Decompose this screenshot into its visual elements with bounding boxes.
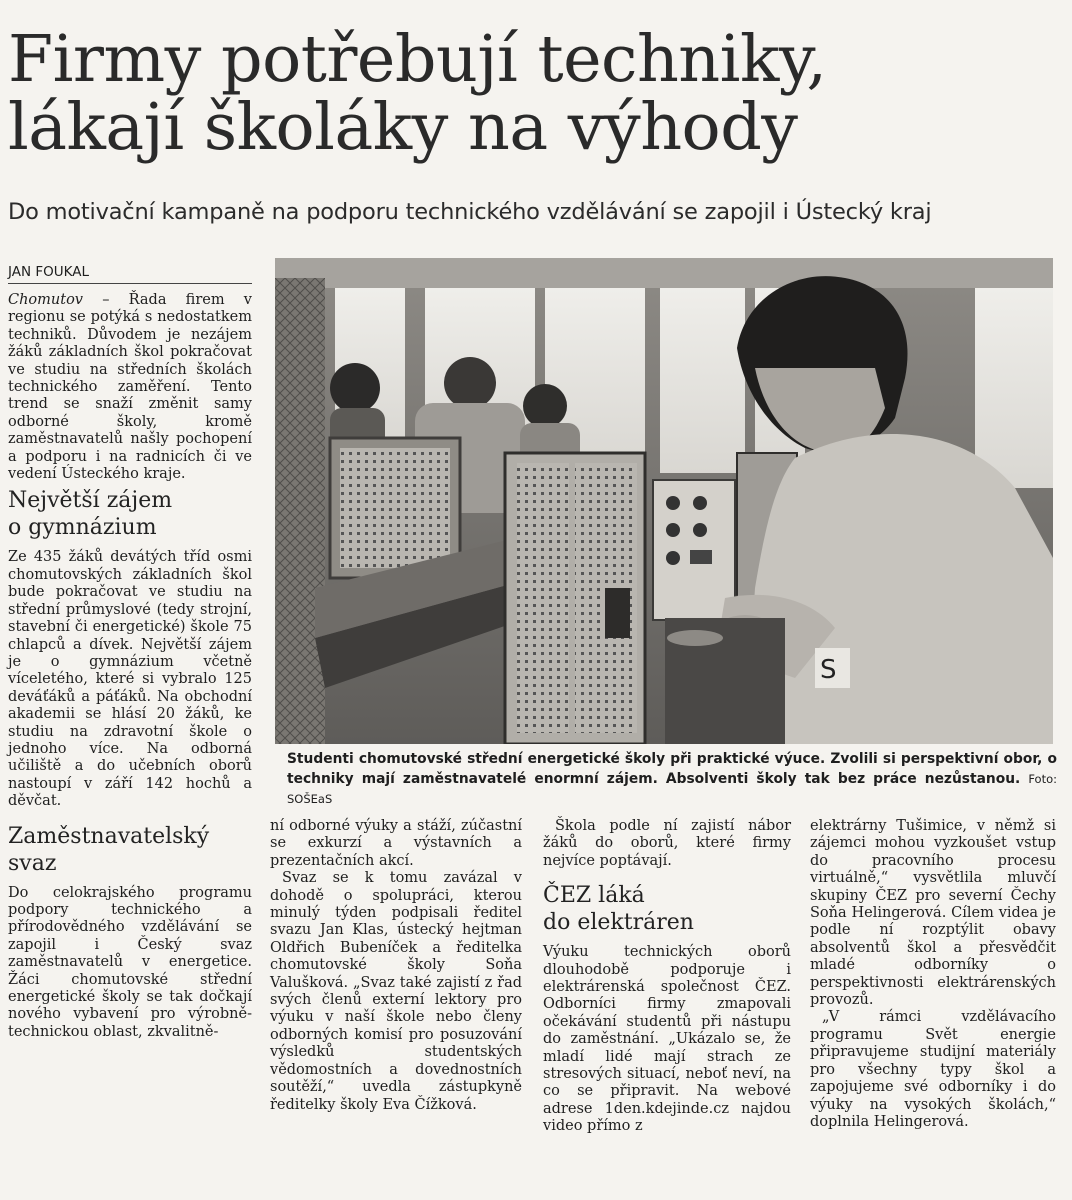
caption-text: Studenti chomutovské střední energetické školy při praktické výuce. Zvolili si perspektivní obor, o techniky mají zaměstnavatelé enormní zájem. Absolventi školy tak bez práce nezůstanou. — [287, 751, 1057, 787]
dateline-place: Chomutov — [8, 292, 83, 308]
photo-caption — [287, 749, 1057, 809]
article-column-2 — [270, 818, 522, 1114]
section-1-paragraph: Ze 435 žáků devátých tříd osmi chomutovských základních škol bude pokračovat ve studiu na střední průmyslové (tedy strojní, stavební či energetické) škole 75 chlapců a dívek. Největší zájem je o gymnázium včetně víceletého, které si vybralo 125 deváťáků a páťáků. Na obchodní akademii se hlásí 20 žáků, ke studiu na zdravotní škole o jednoho více. Na odborná učiliště a do učebních oborů nastoupí v září 142 hochů a děvčat. — [8, 549, 252, 810]
section-2-paragraph-3: Škola podle ní zajistí nábor žáků do oborů, které firmy nejvíce poptávají. — [543, 818, 791, 869]
photo-credit: Foto: SOŠEaS — [287, 772, 1057, 806]
byline: JAN FOUKAL — [8, 263, 252, 284]
lead-text: – Řada firem v regionu se potýká s nedostatkem techniků. Důvodem je nezájem žáků základních škol pokračovat ve studiu na středních školách technického zaměření. Tento trend se snaží změnit samy odborné školy, kromě zaměstnavatelů našly pochopení a podporu i na radnicích či ve vedení Ústeckého kraje. — [8, 292, 252, 483]
section-3-paragraph-2: „V rámci vzdělávacího programu Svět energie připravujeme studijní materiály pro všechny typy škol a zapojujeme své odborníky i do výuky na vysokých školách,“ doplnila Helingerová. — [810, 1009, 1056, 1130]
headline — [8, 22, 1058, 165]
section-heading-1-line-1: Největší zájem — [8, 488, 173, 514]
section-heading-3 — [543, 882, 791, 936]
shirt-lettering: S — [820, 655, 837, 685]
article-column-3 — [543, 818, 791, 1136]
section-2-paragraph-2: Svaz se k tomu zavázal v dohodě o spolupráci, kterou minulý týden podpisali ředitel svazu Jan Klas, ústecký hejtman Oldřich Bubeníček a ředitelka chomutovské školy Soňa Valušková. „Svaz také zajistí z řad svých členů externí lektory pro výuku v naší škole nebo členy odborných komisí pro posuzování výsledků studentských vědomostních a dovednostních soutěží,“ uvedla zástupkyně ředitelky školy Eva Čížková. — [270, 870, 522, 1113]
subheadline: Do motivační kampaně na podporu technického vzdělávání se zapojil i Ústecký kraj — [8, 199, 932, 225]
section-3-paragraph-start: Výuku technických oborů dlouhodobě podporuje i elektrárenská společnost ČEZ. Odborníci firmy zmapovali očekávání studentů při nástupu do zaměstnání. „Ukázalo se, že mladí lidé mají strach ze stresových situací, neboť neví, na co se připravit. Na webové adrese 1den.kdejinde.cz najdou video přímo z — [543, 944, 791, 1135]
article-photo — [275, 258, 1053, 744]
section-heading-1-line-2: o gymnázium — [8, 515, 157, 541]
section-2-paragraph-continued: ní odborné výuky a stáží, zúčastní se exkurzí a výstavních a prezentačních akcí. — [270, 818, 522, 869]
students-practical-training-image — [275, 258, 1053, 744]
article-column-1 — [8, 292, 252, 1041]
section-heading-2-line-2: svaz — [8, 850, 57, 876]
lead-paragraph — [8, 292, 252, 483]
section-heading-3-line-2: do elektráren — [543, 910, 694, 936]
article-column-4 — [810, 818, 1056, 1131]
section-heading-1 — [8, 487, 252, 541]
headline-line-1: Firmy potřebují techniky, — [8, 22, 827, 97]
section-heading-3-line-1: ČEZ láká — [543, 883, 645, 909]
headline-line-2: lákají školáky na výhody — [8, 90, 798, 165]
section-heading-2 — [8, 823, 252, 877]
section-2-paragraph-start: Do celokrajského programu podpory technického a přírodovědného vzdělávání se zapojil i Český svaz zaměstnavatelů v energetice. Žáci chomutovské střední energetické školy se tak dočkají nového vybavení pro výrobně-technickou oblast, zkvalitně- — [8, 884, 252, 1040]
section-3-paragraph-continued: elektrárny Tušimice, v němž si zájemci mohou vyzkoušet vstup do pracovního procesu virtuálně,“ vysvětlila mluvčí skupiny ČEZ pro severní Čechy Soňa Helingerová. Cílem videa je podle ní rozptýlit obavy absolventů škol a přesvědčit mladé odborníky o perspektivnosti elektrárenských provozů. — [810, 818, 1056, 1009]
section-heading-2-line-1: Zaměstnavatelský — [8, 823, 210, 849]
